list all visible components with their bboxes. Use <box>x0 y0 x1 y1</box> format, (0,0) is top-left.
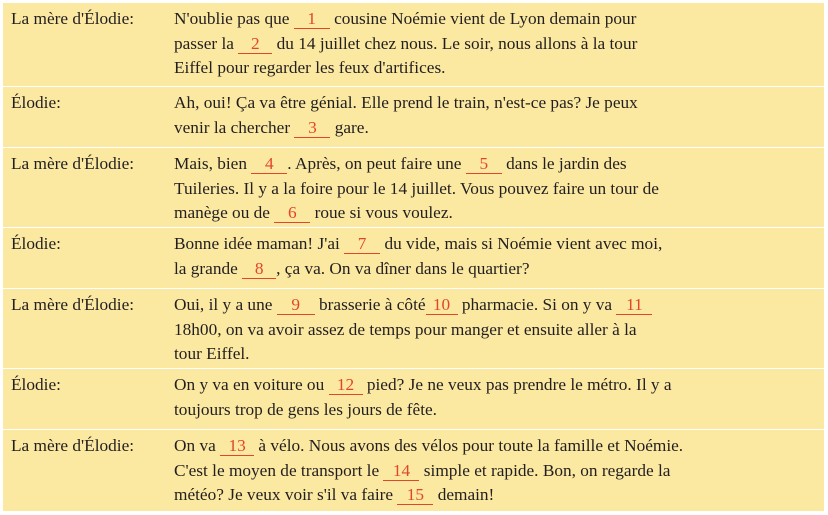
speaker-label: La mère d'Élodie: <box>11 9 135 28</box>
blank-number: 14 <box>383 461 419 481</box>
dialogue-line <box>174 257 530 281</box>
dialogue-panel <box>3 3 824 511</box>
dialogue-text: . Après, on peut faire une <box>287 154 466 173</box>
dialogue-text: tour Eiffel. <box>174 344 250 364</box>
dialogue-text: brasserie à côté <box>314 295 426 314</box>
dialogue-line <box>174 116 369 140</box>
dialogue-row <box>3 3 824 86</box>
dialogue-text: venir la chercher <box>174 117 295 137</box>
dialogue-line <box>174 56 446 80</box>
dialogue-text: Eiffel pour regarder les feux d'artifices. <box>174 58 446 78</box>
dialogue-line <box>174 459 670 483</box>
speaker-label: Élodie: <box>11 375 61 394</box>
blank-number: 1 <box>294 9 330 29</box>
blank-number: 3 <box>294 118 330 138</box>
dialogue-row <box>3 147 824 228</box>
dialogue-text: du 14 juillet chez nous. Le soir, nous allons à la tour <box>272 33 638 53</box>
dialogue-row <box>3 227 824 289</box>
dialogue-line <box>174 91 638 115</box>
dialogue-text: Ah, oui! Ça va être génial. Elle prend le train, n'est-ce pas? Je peux <box>174 93 638 112</box>
dialogue-row <box>3 288 824 369</box>
dialogue-text: 18h00, on va avoir assez de temps pour manger et ensuite aller à la <box>174 319 637 339</box>
dialogue-text: cousine Noémie vient de Lyon demain pour <box>329 9 637 28</box>
dialogue-text: C'est le moyen de transport le <box>174 460 384 480</box>
dialogue-row <box>3 86 824 148</box>
dialogue-text: roue si vous voulez. <box>310 203 453 223</box>
dialogue-row <box>3 429 824 512</box>
dialogue-text: Oui, il y a une <box>174 295 277 314</box>
dialogue-row <box>3 368 824 430</box>
blank-number: 8 <box>242 259 276 279</box>
dialogue-text: la grande <box>174 258 243 278</box>
blank-number: 12 <box>329 375 363 395</box>
blank-number: 9 <box>277 295 315 315</box>
dialogue-text: passer la <box>174 33 239 53</box>
dialogue-text: pharmacie. Si on y va <box>457 295 617 314</box>
speaker-label: La mère d'Élodie: <box>11 295 135 314</box>
blank-number: 13 <box>220 436 254 456</box>
dialogue-line <box>174 293 652 317</box>
dialogue-text: toujours trop de gens les jours de fête. <box>174 399 437 419</box>
speaker-label: La mère d'Élodie: <box>11 436 135 455</box>
dialogue-text: à vélo. Nous avons des vélos pour toute la famille et Noémie. <box>254 436 684 455</box>
dialogue-line <box>174 7 636 31</box>
dialogue-line <box>174 32 637 56</box>
blank-number: 6 <box>274 203 310 223</box>
blank-number: 7 <box>344 234 380 254</box>
dialogue-text: manège ou de <box>174 203 275 223</box>
dialogue-text: Tuileries. Il y a la foire pour le 14 juillet. Vous pouvez faire un tour de <box>174 178 659 198</box>
speaker-label: La mère d'Élodie: <box>11 154 135 173</box>
dialogue-text: On va <box>174 436 221 455</box>
blank-number: 15 <box>397 485 433 505</box>
dialogue-text: Bonne idée maman! J'ai <box>174 234 345 253</box>
dialogue-text: Mais, bien <box>174 154 252 173</box>
dialogue-line <box>174 232 662 256</box>
blank-number: 2 <box>238 34 272 54</box>
speaker-label: Élodie: <box>11 93 61 112</box>
dialogue-text: météo? Je veux voir s'il va faire <box>174 485 398 505</box>
dialogue-line <box>174 152 627 176</box>
dialogue-text: N'oublie pas que <box>174 9 294 28</box>
dialogue-line <box>174 318 637 342</box>
dialogue-line <box>174 201 453 225</box>
dialogue-text: dans le jardin des <box>501 154 627 173</box>
blank-number: 5 <box>466 154 502 174</box>
dialogue-text: gare. <box>330 117 369 137</box>
dialogue-line <box>174 398 437 422</box>
blank-number: 10 <box>426 295 458 315</box>
dialogue-text: du vide, mais si Noémie vient avec moi, <box>380 234 663 253</box>
dialogue-text: On y va en voiture ou <box>174 375 329 394</box>
blank-number: 4 <box>251 154 287 174</box>
blank-number: 11 <box>616 295 652 315</box>
speaker-label: Élodie: <box>11 234 61 253</box>
dialogue-text: , ça va. On va dîner dans le quartier? <box>276 258 530 278</box>
dialogue-line <box>174 434 683 458</box>
dialogue-text: simple et rapide. Bon, on regarde la <box>419 460 671 480</box>
dialogue-line <box>174 373 672 397</box>
dialogue-text: pied? Je ne veux pas prendre le métro. Il y a <box>362 375 672 394</box>
dialogue-text: demain! <box>433 485 495 505</box>
dialogue-line <box>174 177 659 201</box>
dialogue-line <box>174 483 494 507</box>
dialogue-line <box>174 342 250 366</box>
